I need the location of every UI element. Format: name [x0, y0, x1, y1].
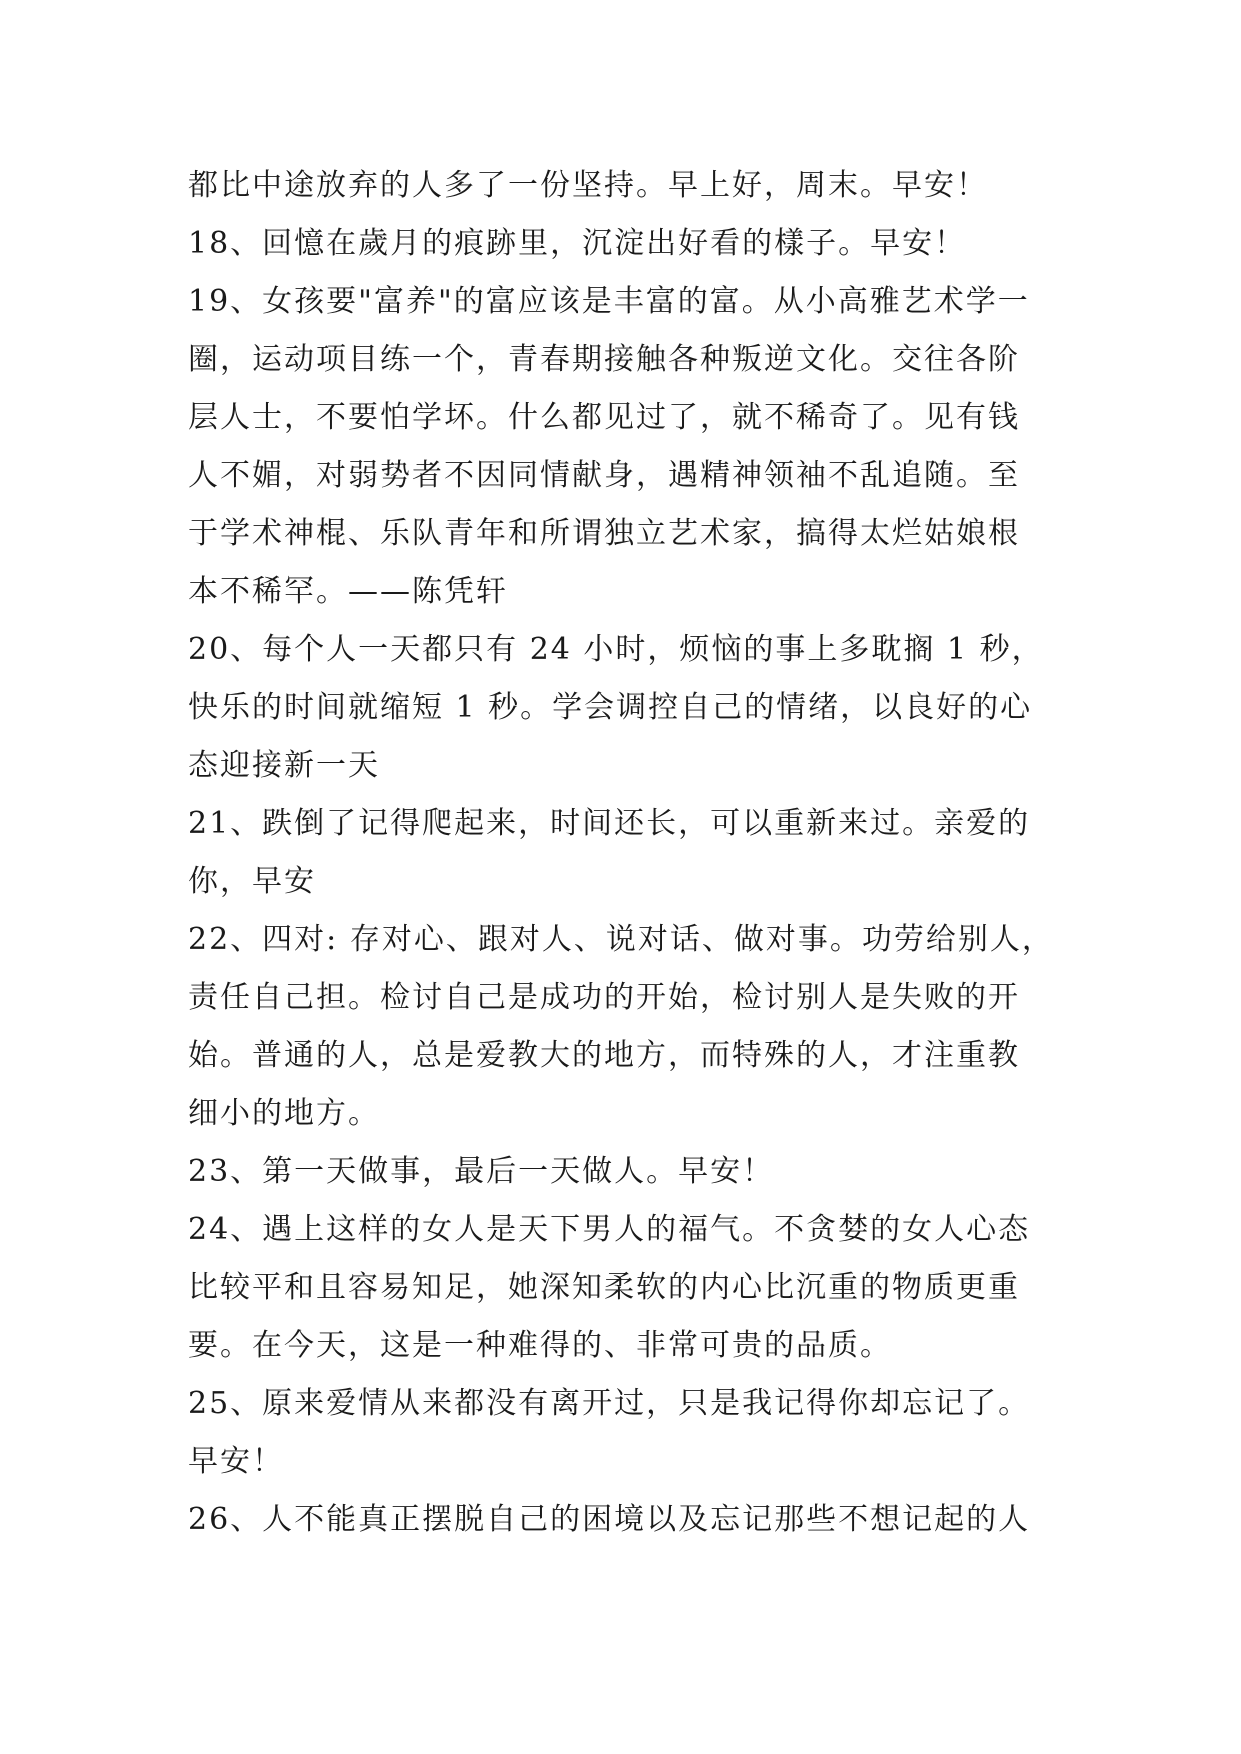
text-line: 层人士，不要怕学坏。什么都见过了，就不稀奇了。见有钱: [188, 400, 1020, 435]
text-line: 25、原来爱情从来都没有离开过，只是我记得你却忘记了。: [188, 1386, 1031, 1421]
text-line: 19、女孩要"富养"的富应该是丰富的富。从小高雅艺术学一: [188, 284, 1030, 319]
text-line: 比较平和且容易知足，她深知柔软的内心比沉重的物质更重: [188, 1270, 1020, 1305]
text-line: 21、跌倒了记得爬起来，时间还长，可以重新来过。亲爱的: [188, 806, 1031, 841]
text-line: 20、每个人一天都只有 24 小时，烦恼的事上多耽搁 1 秒，: [188, 632, 1044, 667]
text-line: 圈，运动项目练一个，青春期接触各种叛逆文化。交往各阶: [188, 342, 1020, 377]
text-line: 人不媚，对弱势者不因同情献身，遇精神领袖不乱追随。至: [188, 458, 1020, 493]
text-line: 24、遇上这样的女人是天下男人的福气。不贪婪的女人心态: [188, 1212, 1031, 1247]
text-line: 本不稀罕。——陈凭轩: [188, 574, 508, 609]
text-line: 都比中途放弃的人多了一份坚持。早上好，周末。早安！: [188, 168, 988, 203]
text-line: 快乐的时间就缩短 1 秒。学会调控自己的情绪，以良好的心: [188, 690, 1033, 725]
text-line: 22、四对: 存对心、跟对人、说对话、做对事。功劳给别人，: [188, 922, 1054, 957]
text-line: 于学术神棍、乐队青年和所谓独立艺术家，搞得太烂姑娘根: [188, 516, 1020, 551]
text-line: 细小的地方。: [188, 1096, 380, 1131]
text-line: 26、人不能真正摆脱自己的困境以及忘记那些不想记起的人: [188, 1502, 1031, 1537]
document-body: [188, 157, 1058, 1549]
text-line: 始。普通的人，总是爱教大的地方，而特殊的人，才注重教: [188, 1038, 1020, 1073]
text-line: 18、回憶在歲月的痕跡里，沉淀出好看的樣子。早安！: [188, 226, 967, 261]
text-line: 23、第一天做事，最后一天做人。早安！: [188, 1154, 775, 1189]
text-line: 你，早安: [188, 864, 316, 899]
text-line: 要。在今天，这是一种难得的、非常可贵的品质。: [188, 1328, 892, 1363]
text-line: 态迎接新一天: [188, 748, 380, 783]
text-line: 早安！: [188, 1444, 284, 1479]
text-line: 责任自己担。检讨自己是成功的开始，检讨别人是失败的开: [188, 980, 1020, 1015]
